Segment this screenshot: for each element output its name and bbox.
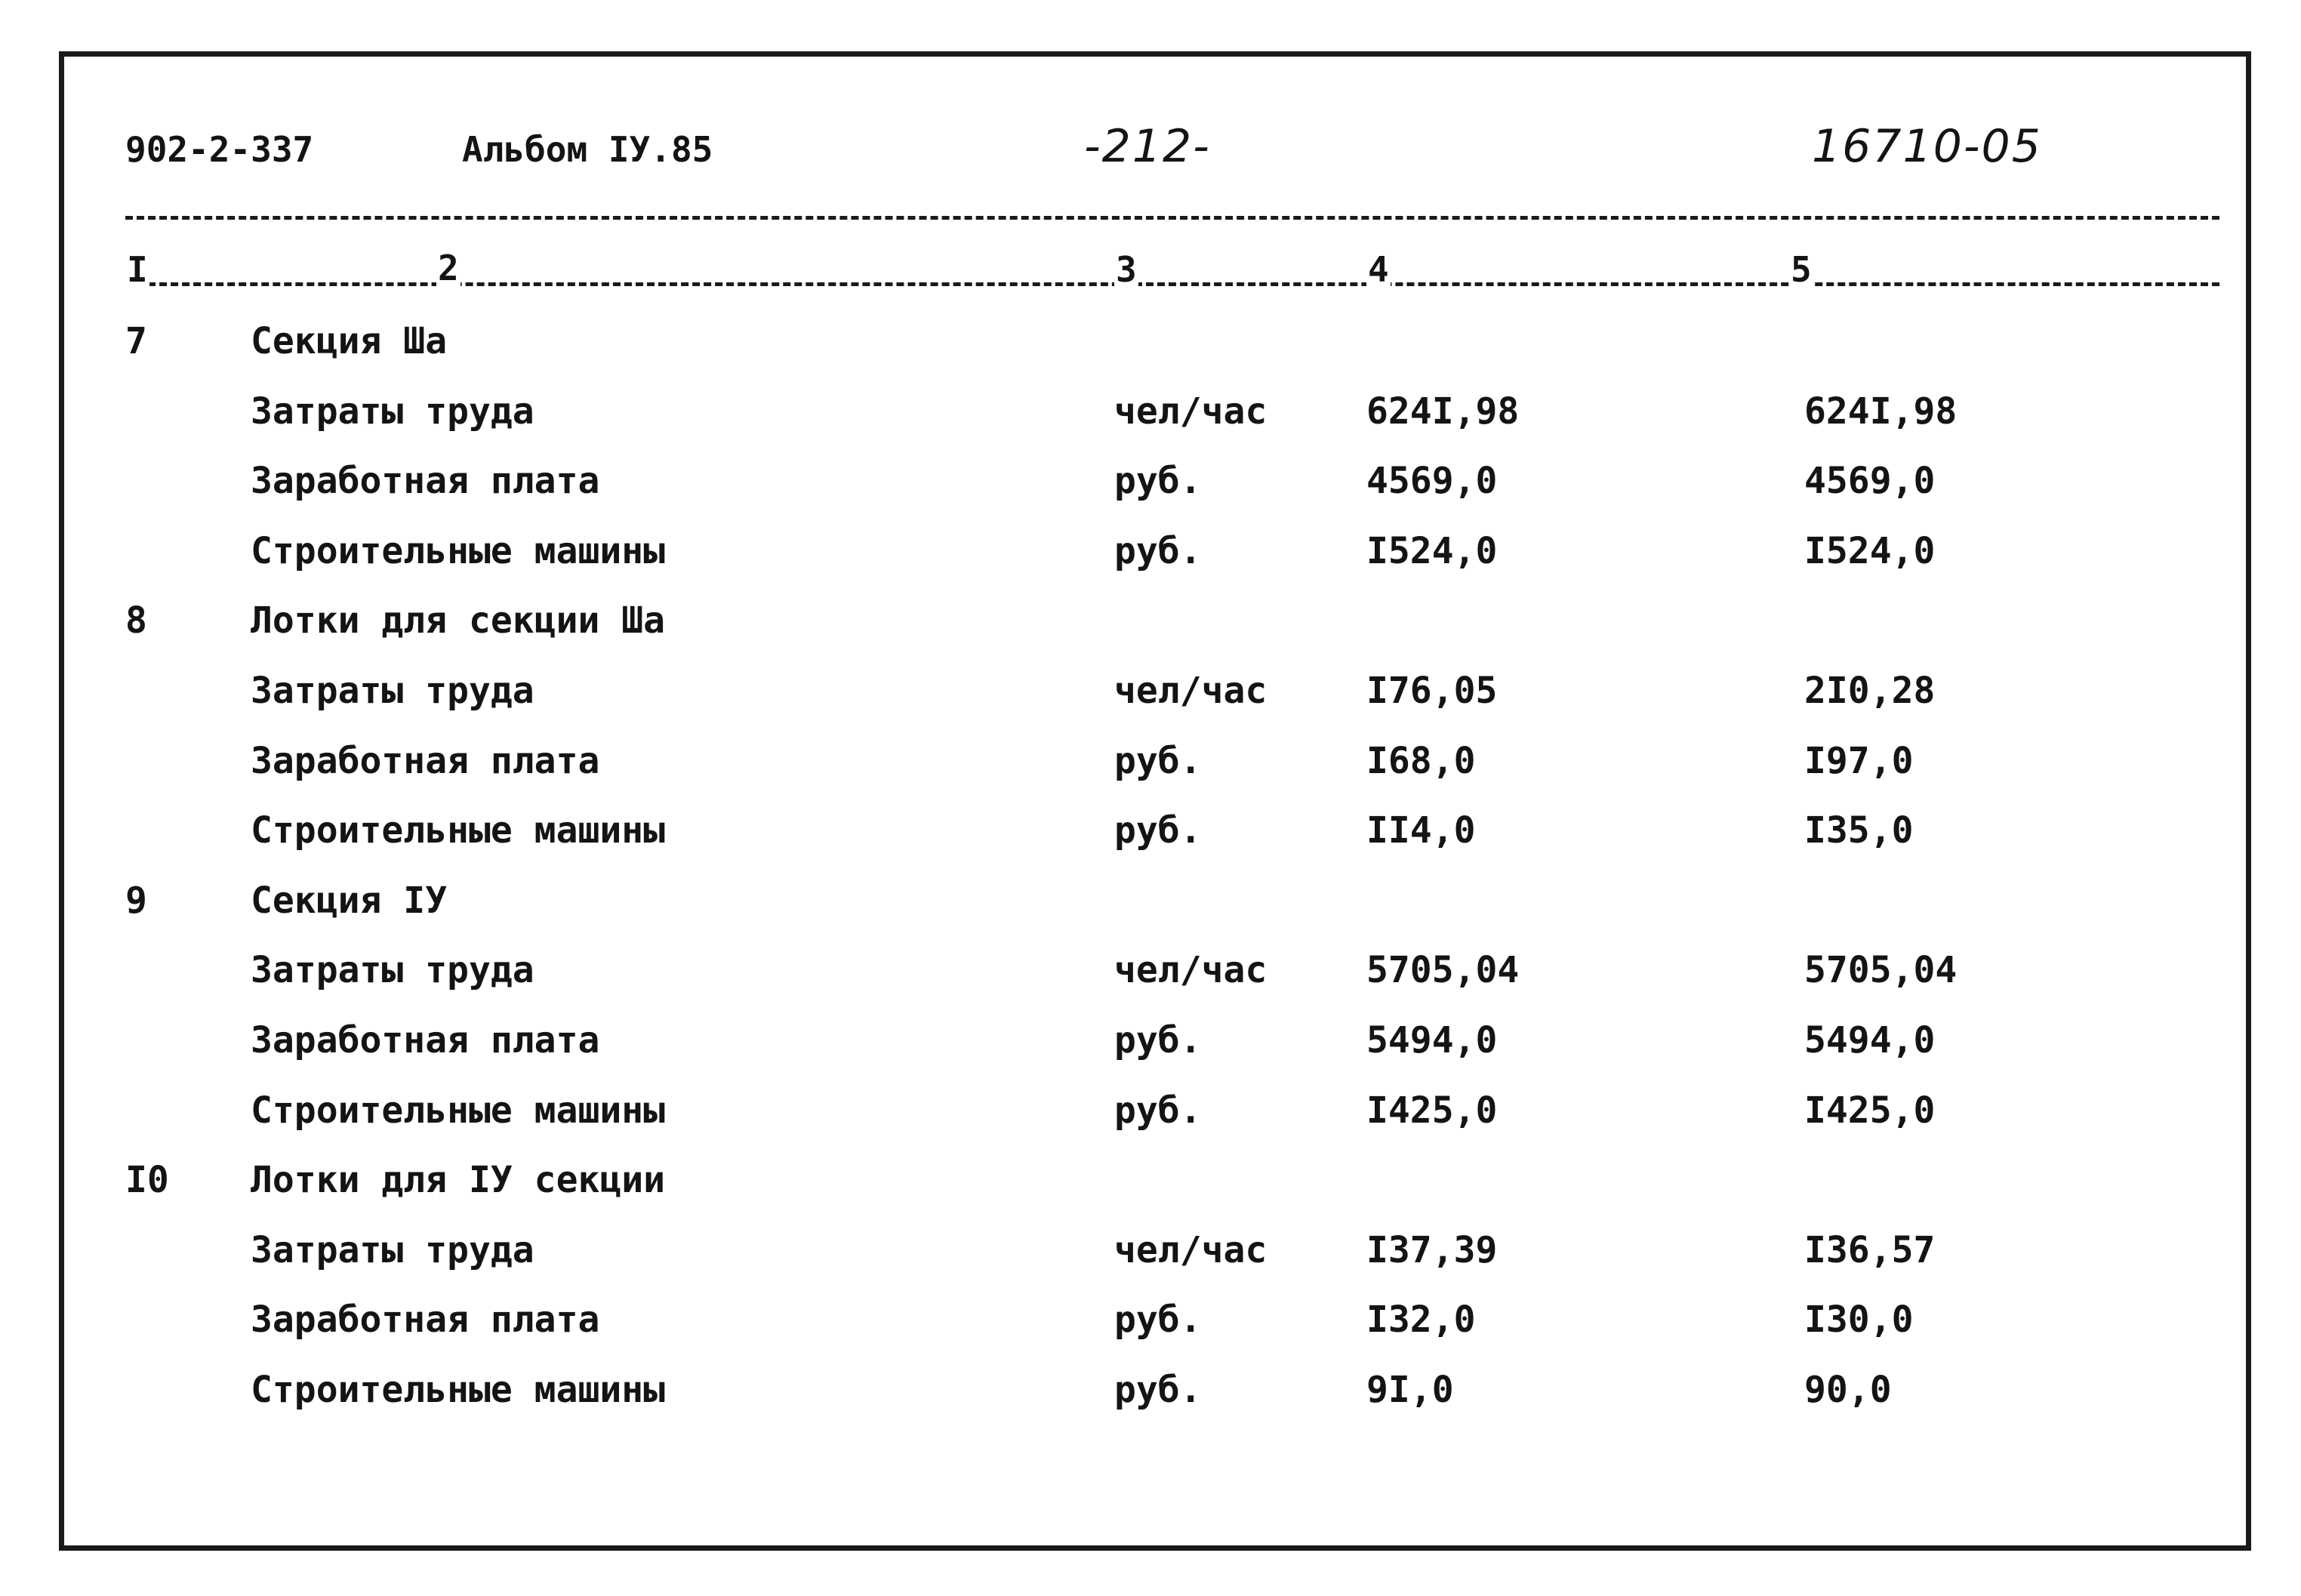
section-number: 9 <box>125 880 147 922</box>
unit-cell: руб. <box>1114 1299 1202 1341</box>
unit-cell: руб. <box>1114 809 1202 852</box>
page-number: -212- <box>1084 120 1211 173</box>
section-title: Секция Ша <box>251 320 448 362</box>
unit-cell: чел/час <box>1114 949 1268 991</box>
inventory-number: 16710-05 <box>1812 120 2042 173</box>
value-col5: I30,0 <box>1804 1299 1914 1341</box>
value-col4: 5705,04 <box>1366 949 1520 991</box>
unit-cell: руб. <box>1114 1019 1202 1061</box>
value-col5: I97,0 <box>1804 740 1914 782</box>
unit-cell: чел/час <box>1114 670 1268 712</box>
value-col4: I68,0 <box>1366 740 1476 782</box>
column-number-4: 4 <box>1368 249 1389 290</box>
indicator-name: Заработная плата <box>251 460 600 502</box>
value-col5: I425,0 <box>1804 1089 1936 1132</box>
value-col4: I524,0 <box>1366 530 1498 572</box>
section-title: Секция IУ <box>251 880 448 922</box>
unit-cell: руб. <box>1114 1089 1202 1132</box>
indicator-name: Строительные машины <box>251 1089 666 1132</box>
section-number: 7 <box>125 320 147 362</box>
section-number: I0 <box>125 1159 169 1201</box>
indicator-name: Затраты труда <box>251 670 534 712</box>
value-col4: II4,0 <box>1366 809 1476 852</box>
value-col5: 5494,0 <box>1804 1019 1936 1061</box>
value-col4: I32,0 <box>1366 1299 1476 1341</box>
indicator-name: Затраты труда <box>251 949 534 991</box>
value-col4: 9I,0 <box>1366 1369 1454 1411</box>
value-col5: 624I,98 <box>1804 390 1958 433</box>
unit-cell: руб. <box>1114 1369 1202 1411</box>
indicator-name: Заработная плата <box>251 740 600 782</box>
doc-code: 902-2-337 <box>125 129 314 170</box>
unit-cell: чел/час <box>1114 390 1268 433</box>
indicator-name: Строительные машины <box>251 809 666 852</box>
indicator-name: Затраты труда <box>251 1229 534 1271</box>
value-col4: I425,0 <box>1366 1089 1498 1132</box>
indicator-name: Строительные машины <box>251 1369 666 1411</box>
column-number-2: 2 <box>438 248 459 288</box>
value-col5: 5705,04 <box>1804 949 1958 991</box>
section-title: Лотки для секции Ша <box>251 599 666 642</box>
column-number-3: 3 <box>1116 249 1137 290</box>
value-col4: I76,05 <box>1366 670 1498 712</box>
value-col5: I524,0 <box>1804 530 1936 572</box>
unit-cell: руб. <box>1114 530 1202 572</box>
indicator-name: Затраты труда <box>251 390 534 433</box>
value-col4: 4569,0 <box>1366 460 1498 502</box>
column-number-1: I <box>127 249 148 290</box>
value-col5: I35,0 <box>1804 809 1914 852</box>
section-number: 8 <box>125 599 147 642</box>
value-col5: 4569,0 <box>1804 460 1936 502</box>
section-title: Лотки для IУ секции <box>251 1159 666 1201</box>
unit-cell: руб. <box>1114 460 1202 502</box>
unit-cell: чел/час <box>1114 1229 1268 1271</box>
header-divider-top <box>125 216 2219 220</box>
value-col4: 5494,0 <box>1366 1019 1498 1061</box>
indicator-name: Заработная плата <box>251 1299 600 1341</box>
album-label: Альбом IУ.85 <box>462 129 713 170</box>
value-col5: 90,0 <box>1804 1369 1892 1411</box>
value-col5: 2I0,28 <box>1804 670 1936 712</box>
indicator-name: Строительные машины <box>251 530 666 572</box>
value-col4: I37,39 <box>1366 1229 1498 1271</box>
value-col5: I36,57 <box>1804 1229 1936 1271</box>
unit-cell: руб. <box>1114 740 1202 782</box>
indicator-name: Заработная плата <box>251 1019 600 1061</box>
value-col4: 624I,98 <box>1366 390 1520 433</box>
column-number-5: 5 <box>1791 249 1812 290</box>
